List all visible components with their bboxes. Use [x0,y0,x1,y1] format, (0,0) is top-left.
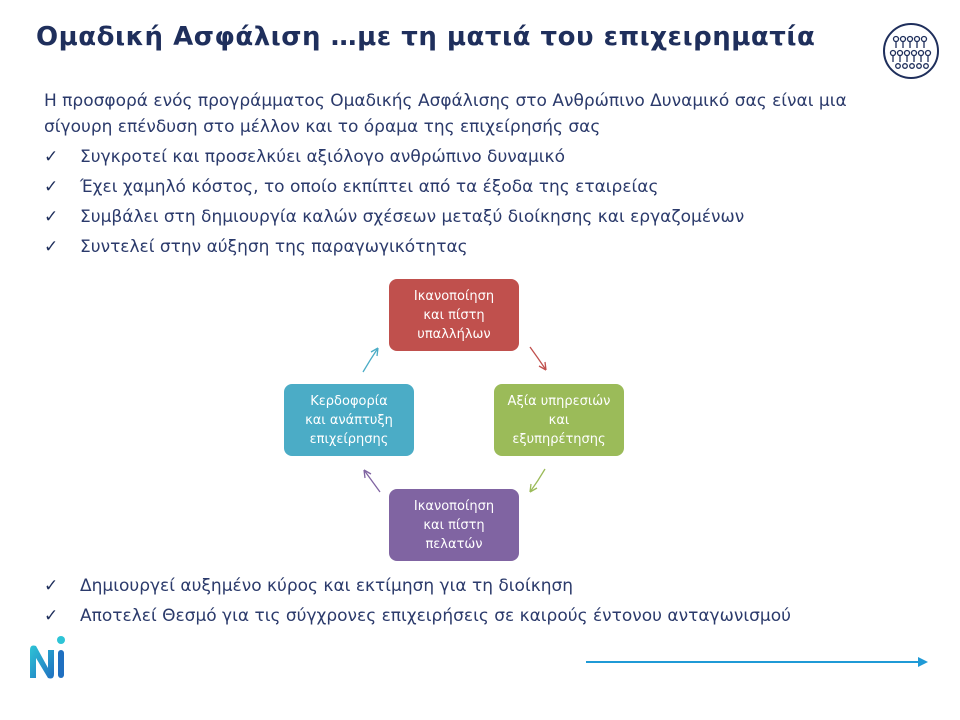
list-item-text: Δημιουργεί αυξημένο κύρος και εκτίμηση για τη διοίκηση [80,576,574,596]
list-item-text: Αποτελεί Θεσμό για τις σύγχρονες επιχειρήσεις σε καιρούς έντονου ανταγωνισμού [80,606,791,626]
page-title: Ομαδική Ασφάλιση …με τη ματιά του επιχειρηματία [36,22,816,52]
list-item [44,172,744,202]
check-icon: ✓ [44,207,59,227]
list-item [44,202,744,232]
cycle-arrow-1 [530,347,546,370]
intro-line-1: Η προσφορά ενός προγράμματος Ομαδικής Ασφάλισης στο Ανθρώπινο Δυναμικό σας είναι μια [44,91,847,111]
cycle-arrow-2 [530,469,545,492]
list-item [44,571,791,601]
cycle-arrow-4 [363,348,378,372]
cycle-arrow-3 [364,470,380,492]
list-item [44,601,791,631]
list-item [44,142,744,172]
check-icon: ✓ [44,147,59,167]
cycle-node-service-value: Αξία υπηρεσιών και εξυπηρέτησης [494,384,624,456]
list-item-text: Συγκροτεί και προσελκύει αξιόλογο ανθρώπινο δυναμικό [80,147,565,167]
check-icon: ✓ [44,576,59,596]
cycle-node-employee-satisfaction: Ικανοποίηση και πίστη υπαλλήλων [389,279,519,351]
people-group-logo [882,22,940,80]
intro-text [44,88,904,140]
list-item-text: Συντελεί στην αύξηση της παραγωγικότητας [80,237,468,257]
list-item-text: Συμβάλει στη δημιουργία καλών σχέσεων μεταξύ διοίκησης και εργαζομένων [80,207,745,227]
cycle-node-profitability: Κερδοφορία και ανάπτυξη επιχείρησης [284,384,414,456]
check-icon: ✓ [44,177,59,197]
check-icon: ✓ [44,237,59,257]
list-item-text: Έχει χαμηλό κόστος, το οποίο εκπίπτει από τα έξοδα της εταιρείας [80,177,659,197]
intro-line-2: σίγουρη επένδυση στο μέλλον και το όραμα της επιχείρησής σας [44,117,601,137]
ni-brand-logo [26,628,68,682]
arrow-right-icon [584,654,930,670]
list-item [44,232,744,262]
cycle-node-customer-satisfaction: Ικανοποίηση και πίστη πελατών [389,489,519,561]
check-icon: ✓ [44,606,59,626]
benefits-list-top [44,142,744,262]
benefits-list-bottom [44,571,791,631]
